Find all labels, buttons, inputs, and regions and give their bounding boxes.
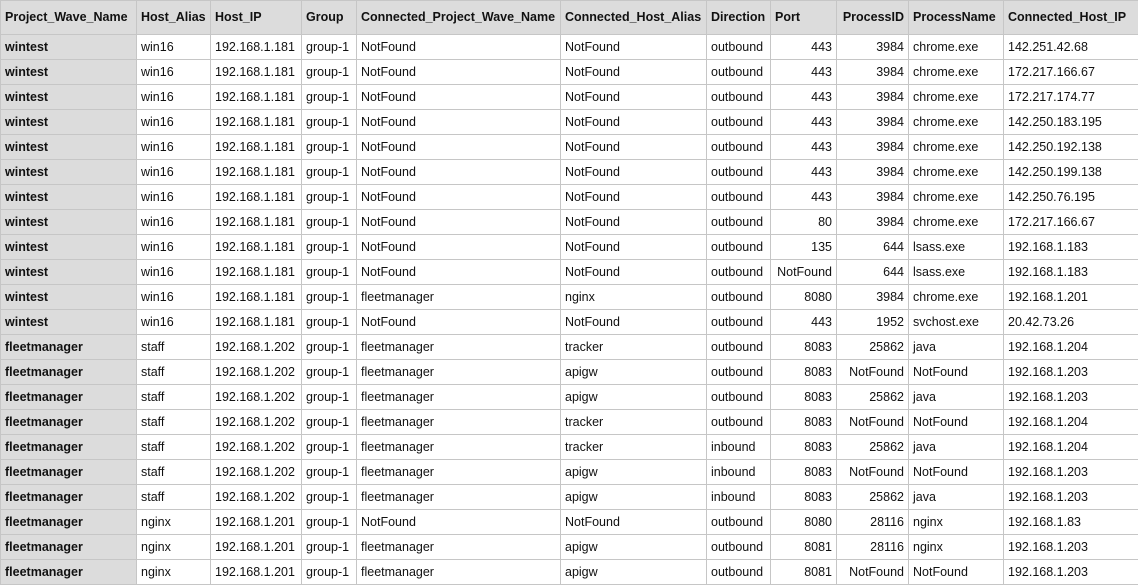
process-name-cell[interactable]: lsass.exe: [909, 235, 1004, 260]
port-cell[interactable]: 8083: [771, 360, 837, 385]
table-row[interactable]: [1, 285, 1138, 310]
direction-cell[interactable]: outbound: [707, 260, 771, 285]
project-wave-name-cell[interactable]: wintest: [1, 235, 137, 260]
table-row[interactable]: [1, 485, 1138, 510]
connected-project-wave-name-cell[interactable]: NotFound: [357, 510, 561, 535]
port-cell[interactable]: 8080: [771, 510, 837, 535]
connected-host-alias-cell[interactable]: NotFound: [561, 510, 707, 535]
connected-project-wave-name-cell[interactable]: NotFound: [357, 310, 561, 335]
connected-host-ip-cell[interactable]: 192.168.1.204: [1004, 435, 1138, 460]
group-cell[interactable]: group-1: [302, 385, 357, 410]
port-cell[interactable]: 8083: [771, 435, 837, 460]
process-name-cell[interactable]: java: [909, 435, 1004, 460]
host-alias-cell[interactable]: nginx: [137, 535, 211, 560]
project-wave-name-cell[interactable]: fleetmanager: [1, 385, 137, 410]
host-ip-cell[interactable]: 192.168.1.202: [211, 435, 302, 460]
connected-host-ip-cell[interactable]: 192.168.1.204: [1004, 410, 1138, 435]
process-id-cell[interactable]: 25862: [837, 385, 909, 410]
connected-project-wave-name-cell[interactable]: fleetmanager: [357, 485, 561, 510]
connected-project-wave-name-cell[interactable]: fleetmanager: [357, 460, 561, 485]
connected-host-alias-cell[interactable]: apigw: [561, 560, 707, 585]
host-ip-cell[interactable]: 192.168.1.201: [211, 510, 302, 535]
group-cell[interactable]: group-1: [302, 160, 357, 185]
connected-host-ip-cell[interactable]: 192.168.1.83: [1004, 510, 1138, 535]
group-cell[interactable]: group-1: [302, 35, 357, 60]
connected-project-wave-name-cell[interactable]: NotFound: [357, 60, 561, 85]
process-name-cell[interactable]: chrome.exe: [909, 185, 1004, 210]
process-id-cell[interactable]: NotFound: [837, 560, 909, 585]
host-ip-cell[interactable]: 192.168.1.181: [211, 35, 302, 60]
table-row[interactable]: [1, 460, 1138, 485]
direction-cell[interactable]: inbound: [707, 485, 771, 510]
port-cell[interactable]: 8080: [771, 285, 837, 310]
project-wave-name-cell[interactable]: wintest: [1, 185, 137, 210]
host-alias-cell[interactable]: win16: [137, 310, 211, 335]
direction-cell[interactable]: outbound: [707, 135, 771, 160]
process-name-cell[interactable]: NotFound: [909, 460, 1004, 485]
port-cell[interactable]: 443: [771, 160, 837, 185]
host-alias-cell[interactable]: staff: [137, 410, 211, 435]
column-header-process-id[interactable]: ProcessID: [837, 1, 909, 35]
connected-host-ip-cell[interactable]: 192.168.1.201: [1004, 285, 1138, 310]
column-header-connected-host-alias[interactable]: Connected_Host_Alias: [561, 1, 707, 35]
host-ip-cell[interactable]: 192.168.1.181: [211, 185, 302, 210]
direction-cell[interactable]: outbound: [707, 85, 771, 110]
column-header-connected-host-ip[interactable]: Connected_Host_IP: [1004, 1, 1138, 35]
process-id-cell[interactable]: 3984: [837, 35, 909, 60]
table-row[interactable]: [1, 235, 1138, 260]
process-id-cell[interactable]: 3984: [837, 185, 909, 210]
connected-project-wave-name-cell[interactable]: NotFound: [357, 35, 561, 60]
table-row[interactable]: [1, 185, 1138, 210]
group-cell[interactable]: group-1: [302, 435, 357, 460]
host-ip-cell[interactable]: 192.168.1.202: [211, 360, 302, 385]
column-header-host-alias[interactable]: Host_Alias: [137, 1, 211, 35]
process-name-cell[interactable]: NotFound: [909, 560, 1004, 585]
process-id-cell[interactable]: NotFound: [837, 410, 909, 435]
connected-project-wave-name-cell[interactable]: fleetmanager: [357, 385, 561, 410]
direction-cell[interactable]: inbound: [707, 435, 771, 460]
host-alias-cell[interactable]: staff: [137, 385, 211, 410]
direction-cell[interactable]: outbound: [707, 385, 771, 410]
process-name-cell[interactable]: chrome.exe: [909, 85, 1004, 110]
process-id-cell[interactable]: 28116: [837, 510, 909, 535]
project-wave-name-cell[interactable]: wintest: [1, 310, 137, 335]
table-row[interactable]: [1, 110, 1138, 135]
port-cell[interactable]: 8083: [771, 460, 837, 485]
process-id-cell[interactable]: 25862: [837, 335, 909, 360]
process-name-cell[interactable]: chrome.exe: [909, 60, 1004, 85]
connected-project-wave-name-cell[interactable]: fleetmanager: [357, 410, 561, 435]
process-name-cell[interactable]: chrome.exe: [909, 210, 1004, 235]
process-name-cell[interactable]: NotFound: [909, 360, 1004, 385]
host-alias-cell[interactable]: win16: [137, 285, 211, 310]
direction-cell[interactable]: outbound: [707, 360, 771, 385]
connected-project-wave-name-cell[interactable]: fleetmanager: [357, 535, 561, 560]
connected-host-ip-cell[interactable]: 192.168.1.203: [1004, 535, 1138, 560]
group-cell[interactable]: group-1: [302, 535, 357, 560]
column-header-host-ip[interactable]: Host_IP: [211, 1, 302, 35]
process-id-cell[interactable]: 644: [837, 260, 909, 285]
direction-cell[interactable]: outbound: [707, 535, 771, 560]
host-ip-cell[interactable]: 192.168.1.181: [211, 260, 302, 285]
port-cell[interactable]: 443: [771, 110, 837, 135]
connected-project-wave-name-cell[interactable]: fleetmanager: [357, 360, 561, 385]
group-cell[interactable]: group-1: [302, 110, 357, 135]
table-row[interactable]: [1, 435, 1138, 460]
connected-host-ip-cell[interactable]: 192.168.1.183: [1004, 260, 1138, 285]
group-cell[interactable]: group-1: [302, 460, 357, 485]
process-name-cell[interactable]: chrome.exe: [909, 285, 1004, 310]
process-id-cell[interactable]: 28116: [837, 535, 909, 560]
direction-cell[interactable]: outbound: [707, 235, 771, 260]
connected-host-alias-cell[interactable]: tracker: [561, 435, 707, 460]
project-wave-name-cell[interactable]: wintest: [1, 260, 137, 285]
project-wave-name-cell[interactable]: fleetmanager: [1, 560, 137, 585]
connected-host-ip-cell[interactable]: 192.168.1.203: [1004, 560, 1138, 585]
connected-project-wave-name-cell[interactable]: NotFound: [357, 135, 561, 160]
connected-project-wave-name-cell[interactable]: NotFound: [357, 260, 561, 285]
connected-host-alias-cell[interactable]: NotFound: [561, 160, 707, 185]
host-ip-cell[interactable]: 192.168.1.181: [211, 160, 302, 185]
port-cell[interactable]: 443: [771, 60, 837, 85]
connected-host-ip-cell[interactable]: 192.168.1.183: [1004, 235, 1138, 260]
port-cell[interactable]: 443: [771, 85, 837, 110]
connected-project-wave-name-cell[interactable]: fleetmanager: [357, 560, 561, 585]
port-cell[interactable]: 80: [771, 210, 837, 235]
process-id-cell[interactable]: 3984: [837, 85, 909, 110]
table-row[interactable]: [1, 60, 1138, 85]
table-row[interactable]: [1, 35, 1138, 60]
project-wave-name-cell[interactable]: fleetmanager: [1, 435, 137, 460]
process-name-cell[interactable]: chrome.exe: [909, 160, 1004, 185]
connected-host-alias-cell[interactable]: NotFound: [561, 60, 707, 85]
connected-host-ip-cell[interactable]: 142.250.192.138: [1004, 135, 1138, 160]
column-header-connected-project-wave-name[interactable]: Connected_Project_Wave_Name: [357, 1, 561, 35]
connected-host-alias-cell[interactable]: NotFound: [561, 85, 707, 110]
table-row[interactable]: [1, 160, 1138, 185]
direction-cell[interactable]: outbound: [707, 510, 771, 535]
host-alias-cell[interactable]: staff: [137, 460, 211, 485]
connected-host-alias-cell[interactable]: apigw: [561, 460, 707, 485]
host-ip-cell[interactable]: 192.168.1.181: [211, 110, 302, 135]
direction-cell[interactable]: outbound: [707, 560, 771, 585]
connected-host-alias-cell[interactable]: NotFound: [561, 185, 707, 210]
direction-cell[interactable]: outbound: [707, 160, 771, 185]
direction-cell[interactable]: outbound: [707, 60, 771, 85]
project-wave-name-cell[interactable]: wintest: [1, 135, 137, 160]
host-ip-cell[interactable]: 192.168.1.202: [211, 460, 302, 485]
host-alias-cell[interactable]: win16: [137, 235, 211, 260]
connected-host-ip-cell[interactable]: 172.217.166.67: [1004, 210, 1138, 235]
host-ip-cell[interactable]: 192.168.1.202: [211, 410, 302, 435]
host-ip-cell[interactable]: 192.168.1.181: [211, 135, 302, 160]
project-wave-name-cell[interactable]: wintest: [1, 160, 137, 185]
port-cell[interactable]: 443: [771, 35, 837, 60]
table-row[interactable]: [1, 210, 1138, 235]
group-cell[interactable]: group-1: [302, 485, 357, 510]
process-id-cell[interactable]: 1952: [837, 310, 909, 335]
host-alias-cell[interactable]: win16: [137, 135, 211, 160]
project-wave-name-cell[interactable]: wintest: [1, 60, 137, 85]
group-cell[interactable]: group-1: [302, 360, 357, 385]
connected-project-wave-name-cell[interactable]: NotFound: [357, 235, 561, 260]
connected-host-alias-cell[interactable]: NotFound: [561, 210, 707, 235]
connected-project-wave-name-cell[interactable]: NotFound: [357, 210, 561, 235]
connected-host-ip-cell[interactable]: 20.42.73.26: [1004, 310, 1138, 335]
process-id-cell[interactable]: NotFound: [837, 460, 909, 485]
host-ip-cell[interactable]: 192.168.1.201: [211, 560, 302, 585]
project-wave-name-cell[interactable]: fleetmanager: [1, 410, 137, 435]
port-cell[interactable]: NotFound: [771, 260, 837, 285]
host-alias-cell[interactable]: nginx: [137, 510, 211, 535]
connected-host-ip-cell[interactable]: 172.217.174.77: [1004, 85, 1138, 110]
host-ip-cell[interactable]: 192.168.1.181: [211, 85, 302, 110]
host-alias-cell[interactable]: win16: [137, 260, 211, 285]
connected-project-wave-name-cell[interactable]: fleetmanager: [357, 285, 561, 310]
table-body: [1, 35, 1138, 585]
connected-host-alias-cell[interactable]: NotFound: [561, 135, 707, 160]
group-cell[interactable]: group-1: [302, 60, 357, 85]
group-cell[interactable]: group-1: [302, 310, 357, 335]
project-wave-name-cell[interactable]: fleetmanager: [1, 360, 137, 385]
project-wave-name-cell[interactable]: fleetmanager: [1, 535, 137, 560]
column-header-port[interactable]: Port: [771, 1, 837, 35]
host-ip-cell[interactable]: 192.168.1.181: [211, 310, 302, 335]
process-name-cell[interactable]: java: [909, 385, 1004, 410]
connected-host-alias-cell[interactable]: NotFound: [561, 235, 707, 260]
direction-cell[interactable]: outbound: [707, 285, 771, 310]
host-alias-cell[interactable]: win16: [137, 185, 211, 210]
host-alias-cell[interactable]: staff: [137, 485, 211, 510]
process-name-cell[interactable]: java: [909, 335, 1004, 360]
host-ip-cell[interactable]: 192.168.1.181: [211, 210, 302, 235]
connected-host-alias-cell[interactable]: apigw: [561, 535, 707, 560]
table-row[interactable]: [1, 360, 1138, 385]
host-alias-cell[interactable]: staff: [137, 360, 211, 385]
direction-cell[interactable]: outbound: [707, 35, 771, 60]
group-cell[interactable]: group-1: [302, 560, 357, 585]
process-name-cell[interactable]: NotFound: [909, 410, 1004, 435]
table-row[interactable]: [1, 410, 1138, 435]
host-alias-cell[interactable]: nginx: [137, 560, 211, 585]
direction-cell[interactable]: outbound: [707, 210, 771, 235]
connected-host-ip-cell[interactable]: 192.168.1.203: [1004, 360, 1138, 385]
connected-host-ip-cell[interactable]: 192.168.1.203: [1004, 460, 1138, 485]
project-wave-name-cell[interactable]: fleetmanager: [1, 335, 137, 360]
header-row: [1, 1, 1138, 35]
connected-project-wave-name-cell[interactable]: NotFound: [357, 110, 561, 135]
direction-cell[interactable]: inbound: [707, 460, 771, 485]
connected-host-ip-cell[interactable]: 142.250.76.195: [1004, 185, 1138, 210]
project-wave-name-cell[interactable]: wintest: [1, 85, 137, 110]
host-ip-cell[interactable]: 192.168.1.202: [211, 385, 302, 410]
group-cell[interactable]: group-1: [302, 260, 357, 285]
process-id-cell[interactable]: 3984: [837, 160, 909, 185]
connected-host-alias-cell[interactable]: NotFound: [561, 35, 707, 60]
connected-host-alias-cell[interactable]: NotFound: [561, 110, 707, 135]
project-wave-name-cell[interactable]: wintest: [1, 35, 137, 60]
connected-host-alias-cell[interactable]: tracker: [561, 335, 707, 360]
connected-host-alias-cell[interactable]: nginx: [561, 285, 707, 310]
host-ip-cell[interactable]: 192.168.1.181: [211, 285, 302, 310]
host-ip-cell[interactable]: 192.168.1.181: [211, 235, 302, 260]
connected-host-ip-cell[interactable]: 142.250.199.138: [1004, 160, 1138, 185]
port-cell[interactable]: 443: [771, 310, 837, 335]
process-name-cell[interactable]: svchost.exe: [909, 310, 1004, 335]
table-row[interactable]: [1, 560, 1138, 585]
process-id-cell[interactable]: 3984: [837, 60, 909, 85]
connected-host-alias-cell[interactable]: NotFound: [561, 310, 707, 335]
column-header-project-wave-name[interactable]: Project_Wave_Name: [1, 1, 137, 35]
process-name-cell[interactable]: nginx: [909, 510, 1004, 535]
direction-cell[interactable]: outbound: [707, 335, 771, 360]
connected-host-alias-cell[interactable]: tracker: [561, 410, 707, 435]
column-header-process-name[interactable]: ProcessName: [909, 1, 1004, 35]
group-cell[interactable]: group-1: [302, 285, 357, 310]
project-wave-name-cell[interactable]: wintest: [1, 210, 137, 235]
table-row[interactable]: [1, 335, 1138, 360]
port-cell[interactable]: 8081: [771, 535, 837, 560]
connected-host-ip-cell[interactable]: 192.168.1.204: [1004, 335, 1138, 360]
process-name-cell[interactable]: java: [909, 485, 1004, 510]
host-ip-cell[interactable]: 192.168.1.202: [211, 485, 302, 510]
project-wave-name-cell[interactable]: fleetmanager: [1, 460, 137, 485]
direction-cell[interactable]: outbound: [707, 185, 771, 210]
host-alias-cell[interactable]: win16: [137, 60, 211, 85]
host-ip-cell[interactable]: 192.168.1.181: [211, 60, 302, 85]
process-id-cell[interactable]: 3984: [837, 110, 909, 135]
direction-cell[interactable]: outbound: [707, 110, 771, 135]
connected-project-wave-name-cell[interactable]: NotFound: [357, 160, 561, 185]
process-id-cell[interactable]: NotFound: [837, 360, 909, 385]
table-row[interactable]: [1, 385, 1138, 410]
host-alias-cell[interactable]: staff: [137, 435, 211, 460]
port-cell[interactable]: 8081: [771, 560, 837, 585]
port-cell[interactable]: 8083: [771, 410, 837, 435]
connected-host-ip-cell[interactable]: 192.168.1.203: [1004, 385, 1138, 410]
process-id-cell[interactable]: 25862: [837, 485, 909, 510]
connected-host-alias-cell[interactable]: apigw: [561, 485, 707, 510]
process-name-cell[interactable]: chrome.exe: [909, 35, 1004, 60]
connected-host-ip-cell[interactable]: 142.251.42.68: [1004, 35, 1138, 60]
project-wave-name-cell[interactable]: wintest: [1, 110, 137, 135]
table-row[interactable]: [1, 260, 1138, 285]
direction-cell[interactable]: outbound: [707, 310, 771, 335]
process-id-cell[interactable]: 3984: [837, 135, 909, 160]
host-alias-cell[interactable]: win16: [137, 35, 211, 60]
host-alias-cell[interactable]: win16: [137, 210, 211, 235]
host-ip-cell[interactable]: 192.168.1.202: [211, 335, 302, 360]
group-cell[interactable]: group-1: [302, 335, 357, 360]
host-ip-cell[interactable]: 192.168.1.201: [211, 535, 302, 560]
group-cell[interactable]: group-1: [302, 135, 357, 160]
host-alias-cell[interactable]: staff: [137, 335, 211, 360]
process-id-cell[interactable]: 3984: [837, 285, 909, 310]
direction-cell[interactable]: outbound: [707, 410, 771, 435]
process-id-cell[interactable]: 644: [837, 235, 909, 260]
group-cell[interactable]: group-1: [302, 210, 357, 235]
connected-host-alias-cell[interactable]: apigw: [561, 360, 707, 385]
group-cell[interactable]: group-1: [302, 410, 357, 435]
port-cell[interactable]: 8083: [771, 385, 837, 410]
process-name-cell[interactable]: chrome.exe: [909, 135, 1004, 160]
table-row[interactable]: [1, 310, 1138, 335]
column-header-direction[interactable]: Direction: [707, 1, 771, 35]
table-row[interactable]: [1, 135, 1138, 160]
process-id-cell[interactable]: 25862: [837, 435, 909, 460]
process-name-cell[interactable]: lsass.exe: [909, 260, 1004, 285]
connected-project-wave-name-cell[interactable]: fleetmanager: [357, 335, 561, 360]
process-name-cell[interactable]: chrome.exe: [909, 110, 1004, 135]
table-row[interactable]: [1, 535, 1138, 560]
group-cell[interactable]: group-1: [302, 85, 357, 110]
host-alias-cell[interactable]: win16: [137, 85, 211, 110]
connected-host-ip-cell[interactable]: 192.168.1.203: [1004, 485, 1138, 510]
table-row[interactable]: [1, 85, 1138, 110]
connected-project-wave-name-cell[interactable]: NotFound: [357, 185, 561, 210]
connected-host-ip-cell[interactable]: 172.217.166.67: [1004, 60, 1138, 85]
port-cell[interactable]: 443: [771, 185, 837, 210]
process-id-cell[interactable]: 3984: [837, 210, 909, 235]
project-wave-name-cell[interactable]: fleetmanager: [1, 485, 137, 510]
table-row[interactable]: [1, 510, 1138, 535]
port-cell[interactable]: 8083: [771, 335, 837, 360]
project-wave-name-cell[interactable]: wintest: [1, 285, 137, 310]
group-cell[interactable]: group-1: [302, 185, 357, 210]
group-cell[interactable]: group-1: [302, 510, 357, 535]
connected-project-wave-name-cell[interactable]: NotFound: [357, 85, 561, 110]
connected-host-alias-cell[interactable]: apigw: [561, 385, 707, 410]
port-cell[interactable]: 443: [771, 135, 837, 160]
project-wave-name-cell[interactable]: fleetmanager: [1, 510, 137, 535]
port-cell[interactable]: 135: [771, 235, 837, 260]
connected-project-wave-name-cell[interactable]: fleetmanager: [357, 435, 561, 460]
column-header-group[interactable]: Group: [302, 1, 357, 35]
port-cell[interactable]: 8083: [771, 485, 837, 510]
group-cell[interactable]: group-1: [302, 235, 357, 260]
host-alias-cell[interactable]: win16: [137, 160, 211, 185]
connected-host-alias-cell[interactable]: NotFound: [561, 260, 707, 285]
host-alias-cell[interactable]: win16: [137, 110, 211, 135]
connected-host-ip-cell[interactable]: 142.250.183.195: [1004, 110, 1138, 135]
process-name-cell[interactable]: nginx: [909, 535, 1004, 560]
